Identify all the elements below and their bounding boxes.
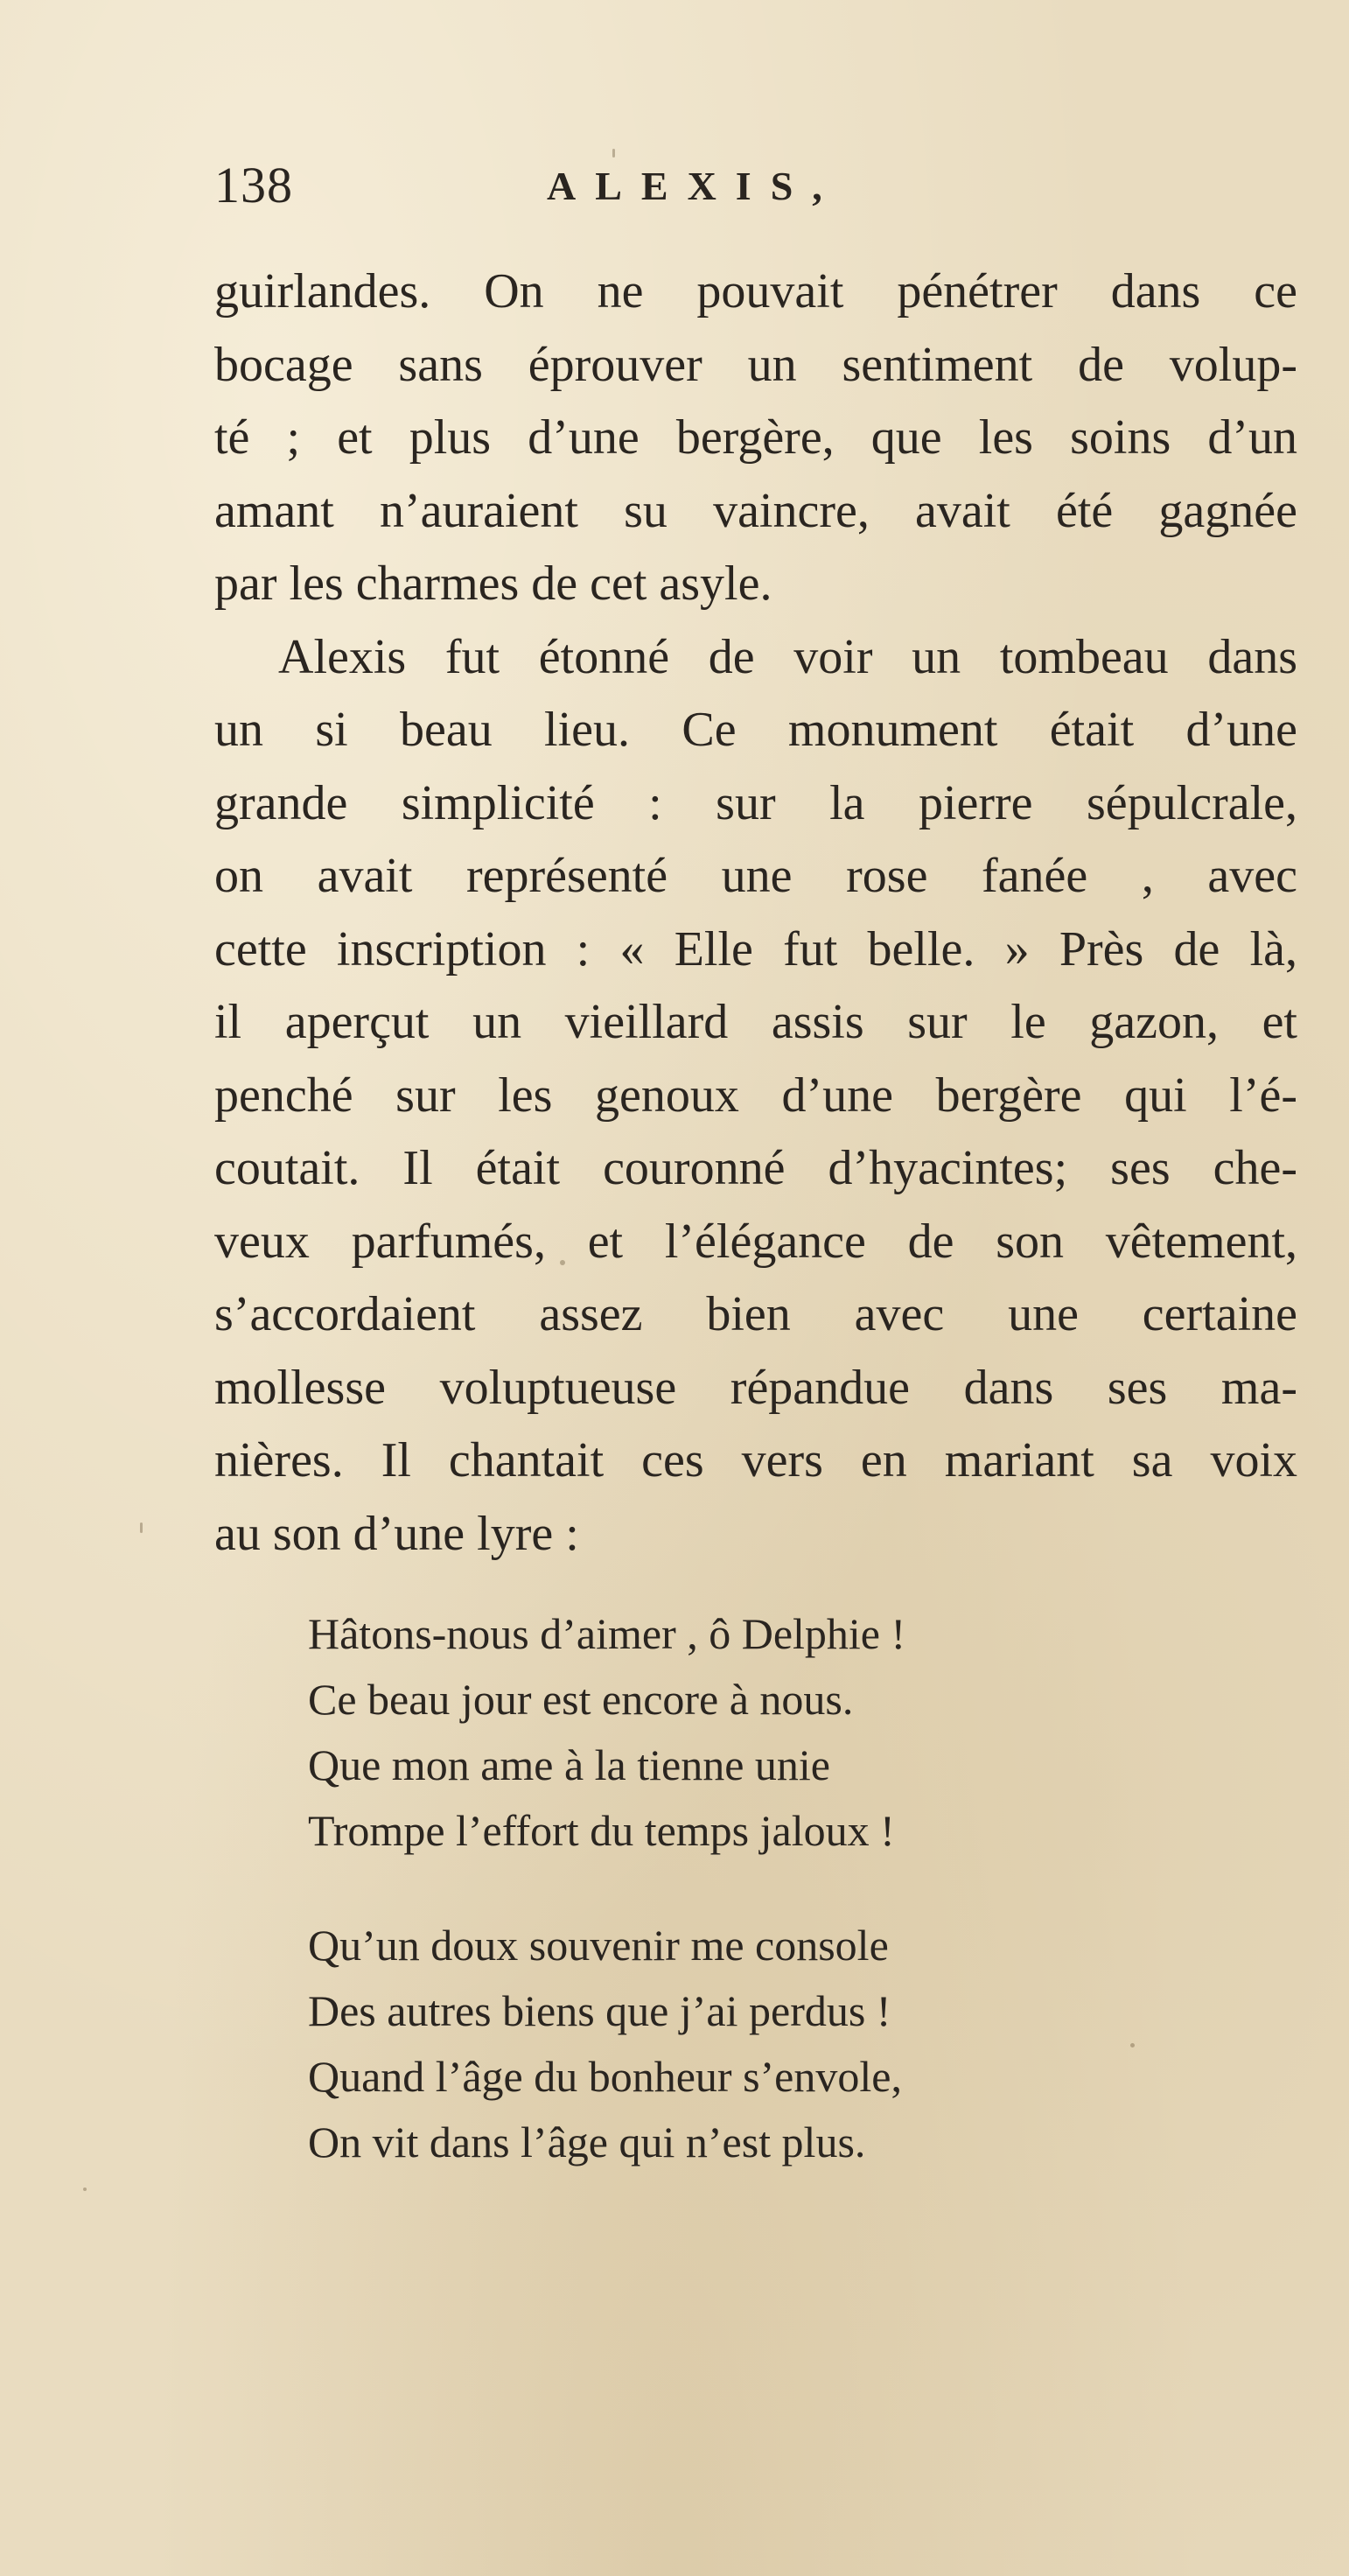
poem-verse: On vit dans l’âge qui n’est plus.	[308, 2118, 866, 2166]
prose-line: nières. Il chantait ces vers en mariant sa voix	[214, 1433, 1297, 1488]
poem-verse: Des autres biens que j’ai perdus !	[308, 1986, 891, 2035]
prose-line: au son d’une lyre :	[214, 1506, 579, 1561]
poem-verse: Qu’un doux souvenir me console	[308, 1921, 889, 1970]
poem-verse: Trompe l’effort du temps jaloux !	[308, 1806, 895, 1855]
poem-stanza	[308, 1913, 905, 2175]
prose-line: s’accordaient assez bien avec une certaine	[214, 1287, 1297, 1341]
prose-line: Alexis fut étonné de voir un tombeau dans	[278, 629, 1297, 684]
prose-line: mollesse voluptueuse répandue dans ses ma-	[214, 1360, 1297, 1415]
running-head	[214, 156, 1220, 226]
paper-speck	[83, 2188, 87, 2191]
poem-verse: Ce beau jour est encore à nous.	[308, 1675, 854, 1724]
prose-line: coutait. Il était couronné d’hyacintes; ses che-	[214, 1141, 1297, 1195]
prose-line: guirlandes. On ne pouvait pénétrer dans ce	[214, 264, 1297, 318]
page-number: 138	[214, 157, 293, 214]
paper-speck	[140, 1522, 143, 1533]
prose-line: par les charmes de cet asyle.	[214, 556, 772, 611]
paper-speck	[612, 149, 615, 158]
prose-line: cette inscription : « Elle fut belle. » Près de là,	[214, 921, 1297, 976]
prose-line: bocage sans éprouver un sentiment de volup-	[214, 337, 1297, 392]
poem-verse: Quand l’âge du bonheur s’envole,	[308, 2052, 902, 2101]
prose-line: on avait représenté une rose fanée , avec	[214, 849, 1297, 903]
prose-line: penché sur les genoux d’une bergère qui l’é-	[214, 1068, 1297, 1123]
paper-speck	[560, 1260, 565, 1265]
poem	[308, 1601, 905, 2224]
prose-block	[214, 256, 1297, 1571]
poem-verse: Hâtons-nous d’aimer , ô Delphie !	[308, 1609, 906, 1658]
prose-line: amant n’auraient su vaincre, avait été gagnée	[214, 483, 1297, 538]
prose-line: grande simplicité : sur la pierre sépulcrale,	[214, 775, 1297, 830]
prose-line: veux parfumés, et l’élégance de son vêtement,	[214, 1214, 1297, 1269]
poem-stanza	[308, 1601, 905, 1864]
paper-speck	[1130, 2043, 1135, 2048]
prose-line: té ; et plus d’une bergère, que les soins d’un	[214, 410, 1297, 465]
running-title: ALEXIS,	[547, 164, 842, 208]
prose-line: il aperçut un vieillard assis sur le gazon, et	[214, 995, 1297, 1049]
prose-line: un si beau lieu. Ce monument était d’une	[214, 703, 1297, 757]
poem-verse: Que mon ame à la tienne unie	[308, 1740, 830, 1789]
